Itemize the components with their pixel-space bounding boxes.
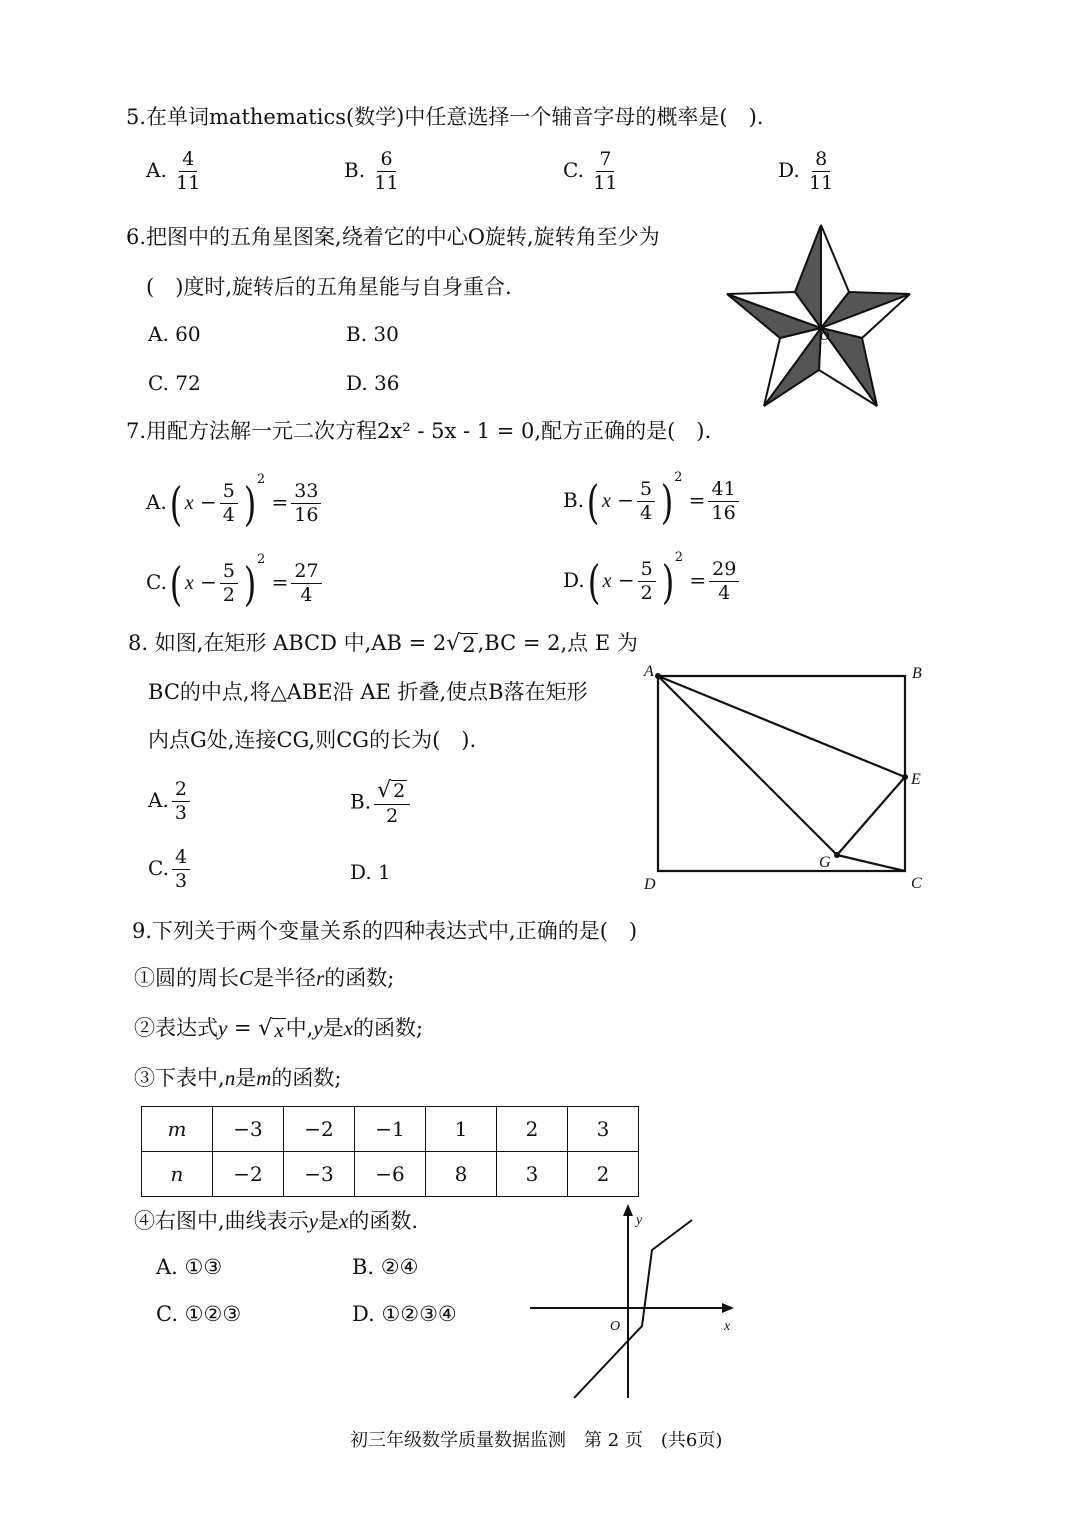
table-cell: −3 xyxy=(284,1152,355,1197)
q7-option-b-label: B. xyxy=(563,488,585,512)
q5-option-a-label: A. xyxy=(146,158,167,182)
q8-option-a-fraction xyxy=(172,780,190,823)
q7-option-d xyxy=(563,544,742,609)
q6-option-c: C. 72 xyxy=(148,371,201,395)
q5-option-c-label: C. xyxy=(563,158,584,182)
numerator: 6 xyxy=(377,150,395,172)
open-paren: ( xyxy=(169,556,183,611)
q6-option-d: D. 36 xyxy=(346,371,400,395)
page-footer: 初三年级数学质量数据监测 第 2 页 (共6页) xyxy=(350,1430,723,1451)
table-cell: 2 xyxy=(568,1152,639,1197)
open-paren: ( xyxy=(587,554,600,609)
text: 是 xyxy=(235,1066,257,1090)
text: 是 xyxy=(322,1016,344,1040)
minus-sign: − xyxy=(617,568,635,592)
var-x: x xyxy=(343,1016,353,1040)
q7-option-c xyxy=(146,546,325,611)
var-m: m xyxy=(256,1066,272,1090)
var-x: x xyxy=(602,490,611,512)
open-paren: ( xyxy=(169,476,183,531)
var-r: r xyxy=(316,966,325,990)
radical-sign: √ xyxy=(446,631,461,656)
numerator: 41 xyxy=(708,480,738,502)
numerator: 2 xyxy=(172,780,190,802)
q9-option-d: D. ①②③④ xyxy=(352,1302,457,1326)
q8-option-b xyxy=(350,780,413,826)
q5-option-a xyxy=(146,150,203,193)
q7-option-a xyxy=(146,466,324,531)
radicand-x: x xyxy=(274,1018,284,1042)
numerator: 27 xyxy=(291,562,321,584)
q9-option-a: A. ①③ xyxy=(156,1255,223,1279)
q9-statement-2 xyxy=(134,1013,423,1043)
y-axis-arrow xyxy=(623,1204,633,1216)
point-c-label: C xyxy=(911,875,922,892)
text: 的函数; xyxy=(352,1016,424,1040)
q8-option-b-label: B. xyxy=(350,789,372,814)
exponent: 2 xyxy=(674,550,683,565)
text: ③下表中, xyxy=(134,1066,225,1090)
text: 是半径 xyxy=(253,966,317,990)
q5-option-d-fraction xyxy=(809,150,833,193)
table-header-n: n xyxy=(142,1152,213,1197)
q9-option-b: B. ②④ xyxy=(352,1255,419,1279)
numerator xyxy=(374,780,410,805)
var-y: y xyxy=(313,1016,323,1040)
radicand: 2 xyxy=(393,780,406,802)
y-axis-label: y xyxy=(636,1213,643,1228)
text: 是 xyxy=(318,1209,340,1233)
q6-option-a: A. 60 xyxy=(148,322,201,346)
var-y: y xyxy=(308,1209,319,1233)
numerator: 4 xyxy=(179,150,197,172)
q8-stem-part-a: 8. 如图,在矩形 ABCD 中,AB = 2 xyxy=(128,631,447,655)
point-e-label: E xyxy=(911,771,921,788)
q9-statement-1 xyxy=(134,963,394,993)
minus-sign: − xyxy=(200,490,217,514)
q7-stem: 7.用配方法解一元二次方程2x² - 5x - 1 = 0,配方正确的是( ). xyxy=(126,419,712,443)
text: 中, xyxy=(285,1016,314,1040)
var-x: x xyxy=(602,570,612,592)
q8-option-c-fraction xyxy=(172,848,190,891)
sqrt-x xyxy=(258,1018,285,1042)
q7-option-c-label: C. xyxy=(146,570,167,594)
q7-d-inner-fraction xyxy=(638,560,656,603)
numerator: 5 xyxy=(638,560,656,582)
denominator: 16 xyxy=(294,504,319,526)
q6-stem-line2: ( )度时,旋转后的五角星能与自身重合. xyxy=(146,275,512,299)
q5-option-b-fraction xyxy=(374,150,398,193)
open-paren: ( xyxy=(586,474,600,529)
point-g-dot xyxy=(834,852,840,858)
q7-c-rhs-fraction xyxy=(291,562,321,605)
denominator: 4 xyxy=(640,502,653,524)
q7-option-a-label: A. xyxy=(146,490,167,514)
star-figure xyxy=(722,220,916,412)
point-b-label: B xyxy=(912,665,922,682)
radical-sign: √ xyxy=(377,778,392,803)
q7-c-inner-fraction xyxy=(220,562,238,605)
point-g-label: G xyxy=(819,854,831,871)
q7-option-b xyxy=(563,464,742,529)
point-d-label: D xyxy=(644,876,656,893)
numerator: 4 xyxy=(172,848,190,870)
table-row-m xyxy=(142,1107,639,1152)
denominator: 3 xyxy=(174,870,188,892)
q9-statement-4 xyxy=(134,1206,418,1236)
var-x: x xyxy=(184,572,194,594)
var-x: x xyxy=(184,492,194,514)
equals-sign: = xyxy=(227,1016,259,1040)
exponent: 2 xyxy=(256,472,266,487)
equals-sign: = xyxy=(271,570,289,594)
denominator: 3 xyxy=(174,802,187,824)
var-y: y xyxy=(218,1016,228,1040)
point-e-dot xyxy=(902,774,908,780)
radicand: 2 xyxy=(462,633,476,657)
equals-sign: = xyxy=(689,568,707,592)
var-x: x xyxy=(339,1209,349,1233)
numerator: 5 xyxy=(637,480,655,502)
exponent: 2 xyxy=(256,552,266,567)
x-axis-arrow xyxy=(722,1303,734,1313)
denominator: 11 xyxy=(374,172,399,194)
numerator: 7 xyxy=(596,150,614,172)
denominator: 11 xyxy=(176,172,201,194)
var-n: n xyxy=(224,1066,236,1090)
numerator: 5 xyxy=(220,562,238,584)
denominator: 4 xyxy=(300,584,313,606)
denominator: 2 xyxy=(222,584,236,606)
equals-sign: = xyxy=(688,488,706,512)
table-cell: 3 xyxy=(497,1152,568,1197)
exponent: 2 xyxy=(674,470,683,485)
var-c: C xyxy=(239,966,254,990)
close-paren: ) xyxy=(243,556,257,611)
equals-sign: = xyxy=(271,490,289,514)
radical-sign: √ xyxy=(258,1016,273,1041)
q5-stem: 5.在单词mathematics(数学)中任意选择一个辅音字母的概率是( ). xyxy=(126,105,764,129)
close-paren: ) xyxy=(243,476,257,531)
q8-stem-line3: 内点G处,连接CG,则CG的长为( ). xyxy=(148,728,477,752)
text: 的函数; xyxy=(324,966,395,990)
denominator: 4 xyxy=(718,582,731,604)
table-cell: 8 xyxy=(426,1152,497,1197)
q5-option-a-fraction xyxy=(176,150,200,193)
q6-stem-line1: 6.把图中的五角星图案,绕着它的中心O旋转,旋转角至少为 xyxy=(126,225,660,249)
close-paren: ) xyxy=(661,554,675,609)
point-a-dot xyxy=(655,673,661,679)
q8-option-d-value: 1 xyxy=(378,860,391,884)
table-cell: 3 xyxy=(568,1107,639,1152)
denominator: 16 xyxy=(711,502,736,524)
segment-gc xyxy=(837,855,905,871)
q8-stem-line1 xyxy=(128,628,638,658)
minus-sign: − xyxy=(200,570,217,594)
q5-option-b xyxy=(344,150,402,193)
q8-stem-part-b: ,BC = 2,点 E 为 xyxy=(477,631,638,655)
text: 的函数; xyxy=(271,1066,342,1090)
q5-option-c xyxy=(563,150,621,193)
x-axis-label: x xyxy=(724,1319,731,1334)
text: ①圆的周长 xyxy=(134,966,239,990)
table-cell: 2 xyxy=(497,1107,568,1152)
denominator: 11 xyxy=(593,172,618,194)
q5-option-d-label: D. xyxy=(778,158,800,182)
q8-option-a-label: A. xyxy=(148,788,169,812)
numerator: 8 xyxy=(812,150,830,172)
q8-option-a xyxy=(148,780,193,823)
q8-option-c-label: C. xyxy=(148,856,169,880)
numerator: 5 xyxy=(220,482,238,504)
denominator: 4 xyxy=(222,504,235,526)
q7-d-rhs-fraction xyxy=(709,560,739,603)
rectangle-figure xyxy=(636,656,936,896)
origin-label: O xyxy=(610,1319,621,1334)
rectangle-abcd xyxy=(658,676,905,871)
q8-option-b-fraction xyxy=(374,780,410,826)
table-cell: −2 xyxy=(213,1152,284,1197)
numerator: 29 xyxy=(709,560,739,582)
q7-a-rhs-fraction xyxy=(291,482,321,525)
denominator: 2 xyxy=(386,805,399,827)
q9-option-c: C. ①②③ xyxy=(156,1302,242,1326)
q7-b-rhs-fraction xyxy=(708,480,738,523)
q8-option-d xyxy=(350,858,391,886)
q8-stem-line2: BC的中点,将△ABE沿 AE 折叠,使点B落在矩形 xyxy=(148,680,588,704)
text: ②表达式 xyxy=(134,1016,218,1040)
text: ④右图中,曲线表示 xyxy=(134,1209,309,1233)
minus-sign: − xyxy=(617,488,635,512)
close-paren: ) xyxy=(660,474,674,529)
denominator: 2 xyxy=(640,582,653,604)
table-cell: −1 xyxy=(355,1107,426,1152)
mn-table xyxy=(141,1106,639,1197)
table-cell: −6 xyxy=(355,1152,426,1197)
table-cell: 1 xyxy=(426,1107,497,1152)
table-cell: −2 xyxy=(284,1107,355,1152)
table-cell: −3 xyxy=(213,1107,284,1152)
q5-option-b-label: B. xyxy=(344,158,366,182)
text: 的函数. xyxy=(348,1209,419,1233)
q7-option-d-label: D. xyxy=(563,568,585,592)
segment-ag xyxy=(658,676,837,855)
q8-option-d-label: D. xyxy=(350,860,372,884)
q7-b-inner-fraction xyxy=(637,480,655,523)
table-header-m: m xyxy=(142,1107,213,1152)
table-row-n xyxy=(142,1152,639,1197)
q9-statement-3 xyxy=(134,1063,341,1093)
q8-sqrt xyxy=(446,633,477,657)
radical xyxy=(377,780,407,802)
point-a-label: A xyxy=(644,663,654,680)
q7-a-inner-fraction xyxy=(220,482,238,525)
numerator: 33 xyxy=(291,482,321,504)
q9-stem: 9.下列关于两个变量关系的四种表达式中,正确的是( ) xyxy=(132,919,638,943)
star-center-label: O xyxy=(820,328,830,343)
q6-option-b: B. 30 xyxy=(346,322,399,346)
q8-option-c xyxy=(148,848,193,891)
denominator: 11 xyxy=(809,172,834,194)
q5-option-c-fraction xyxy=(593,150,617,193)
segment-ge xyxy=(837,777,905,855)
function-graph xyxy=(526,1202,746,1402)
q5-option-d xyxy=(778,150,836,193)
segment-ae xyxy=(658,676,905,777)
